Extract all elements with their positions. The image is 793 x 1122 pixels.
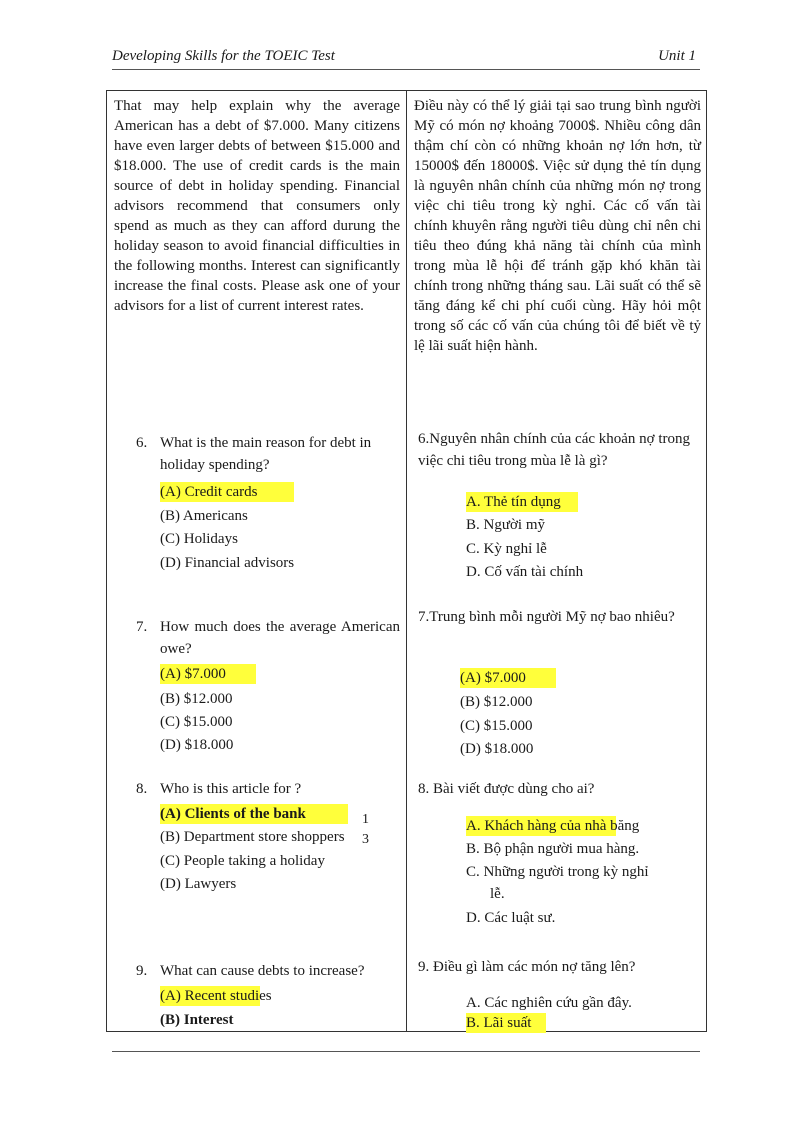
question-8-vi-option-d: D. Các luật sư. <box>466 910 556 926</box>
question-7-option-c: (C) $15.000 <box>160 714 233 730</box>
question-8-vi-option-a: A. Khách hàng của nhà băng <box>466 818 640 834</box>
question-7-vi-option-a: (A) $7.000 <box>460 668 556 688</box>
question-6-text: What is the main reason for debt in holiday spending? <box>160 435 372 473</box>
question-6-option-d: (D) Financial advisors <box>160 555 295 571</box>
passage-english: That may help explain why the average American has a debt of $7.000. Many citizens have even larger debts of between $15.000 and $18.000. The use of credit cards is the main source of debt in holiday spending. Financial advisors recommend that consumers only spend as much as they can afford durung the holiday season to avoid financial difficulties in the following months. Interest can significantly increase the final costs. Please ask one of your advisors for a list of current interest rates. <box>114 98 400 314</box>
question-7-vi-option-d: (D) $18.000 <box>460 741 534 757</box>
question-6-option-a: (A) Credit cards <box>160 482 294 502</box>
passage-vietnamese: Điều này có thể lý giải tại sao trung bình người Mỹ có món nợ khoảng 7000$. Nhiều công dân thậm chí còn có những khoản nợ lớn hơn, từ 15000$ đến 18000$. Việc sử dụng thẻ tín dụng là nguyên nhân chính của những món nợ trong việc chi tiêu trong kỳ nghỉ. Các cố vấn tài chính khuyên rằng người tiêu dùng chỉ nên chi tiêu theo đúng khả năng tài chính của mình trong mùa lễ hội để tránh gặp khó khăn tài chính trong những tháng sau. Lãi suất có thể sẽ tăng đáng kể chi phí cuối cùng. Hãy hỏi một trong số các cố vấn của chúng tôi để biết về tỷ lệ lãi suất hiện hành. <box>414 98 701 354</box>
question-8-vi-option-b: B. Bộ phận người mua hàng. <box>466 841 640 857</box>
question-8-text: Who is this article for ? <box>160 781 302 797</box>
question-8-option-a: (A) Clients of the bank <box>160 804 348 824</box>
question-7-option-a: (A) $7.000 <box>160 664 256 684</box>
question-9-vi-text: 9. Điều gì làm các món nợ tăng lên? <box>418 959 636 975</box>
question-7-vi-text: 7.Trung bình mỗi người Mỹ nợ bao nhiêu? <box>418 609 675 625</box>
question-6-vi-option-a: A. Thẻ tín dụng <box>466 492 578 512</box>
question-6-vi-option-d: D. Cố vấn tài chính <box>466 564 584 580</box>
question-9-text: What can cause debts to increase? <box>160 963 365 979</box>
question-9-vi-option-b: B. Lãi suất <box>466 1013 546 1033</box>
question-6-vi-option-b: B. Người mỹ <box>466 517 545 533</box>
book-title: Developing Skills for the TOEIC Test <box>112 48 335 64</box>
question-9-option-b: (B) Interest <box>160 1012 234 1028</box>
question-8-vi-text: 8. Bài viết được dùng cho ai? <box>418 781 595 797</box>
question-8-number: 8. <box>136 781 148 797</box>
question-6-number: 6. <box>136 435 148 451</box>
page-number-digit-1: 1 <box>362 812 369 827</box>
question-9-number: 9. <box>136 963 148 979</box>
unit-label: Unit 1 <box>658 48 696 64</box>
column-divider <box>406 90 407 1032</box>
question-7-option-d: (D) $18.000 <box>160 737 234 753</box>
question-7-number: 7. <box>136 619 148 635</box>
question-7-text: How much does the average American owe? <box>160 619 400 657</box>
question-6-option-c: (C) Holidays <box>160 531 238 547</box>
question-8-vi-option-c-cont: lễ. <box>490 886 505 902</box>
question-9-vi-option-a: A. Các nghiên cứu gần đây. <box>466 995 632 1011</box>
question-7-vi-option-b: (B) $12.000 <box>460 694 533 710</box>
page-header <box>112 48 696 68</box>
question-6-vi-text: 6.Nguyên nhân chính của các khoản nợ trong việc chi tiêu trong mùa lễ là gì? <box>418 431 691 469</box>
question-9-option-a: (A) Recent studies <box>160 988 272 1004</box>
question-7-vi-option-c: (C) $15.000 <box>460 718 533 734</box>
question-6-vi-option-c: C. Kỳ nghỉ lễ <box>466 541 547 557</box>
question-8-option-d: (D) Lawyers <box>160 876 237 892</box>
header-rule <box>112 69 700 70</box>
question-8-vi-option-c: C. Những người trong kỳ nghỉ <box>466 864 649 880</box>
footer-rule <box>112 1051 700 1052</box>
question-8-option-b: (B) Department store shoppers <box>160 829 345 845</box>
question-7-option-b: (B) $12.000 <box>160 691 233 707</box>
question-8-option-c: (C) People taking a holiday <box>160 853 325 869</box>
question-6-option-b: (B) Americans <box>160 508 248 524</box>
page-number-digit-2: 3 <box>362 832 369 847</box>
